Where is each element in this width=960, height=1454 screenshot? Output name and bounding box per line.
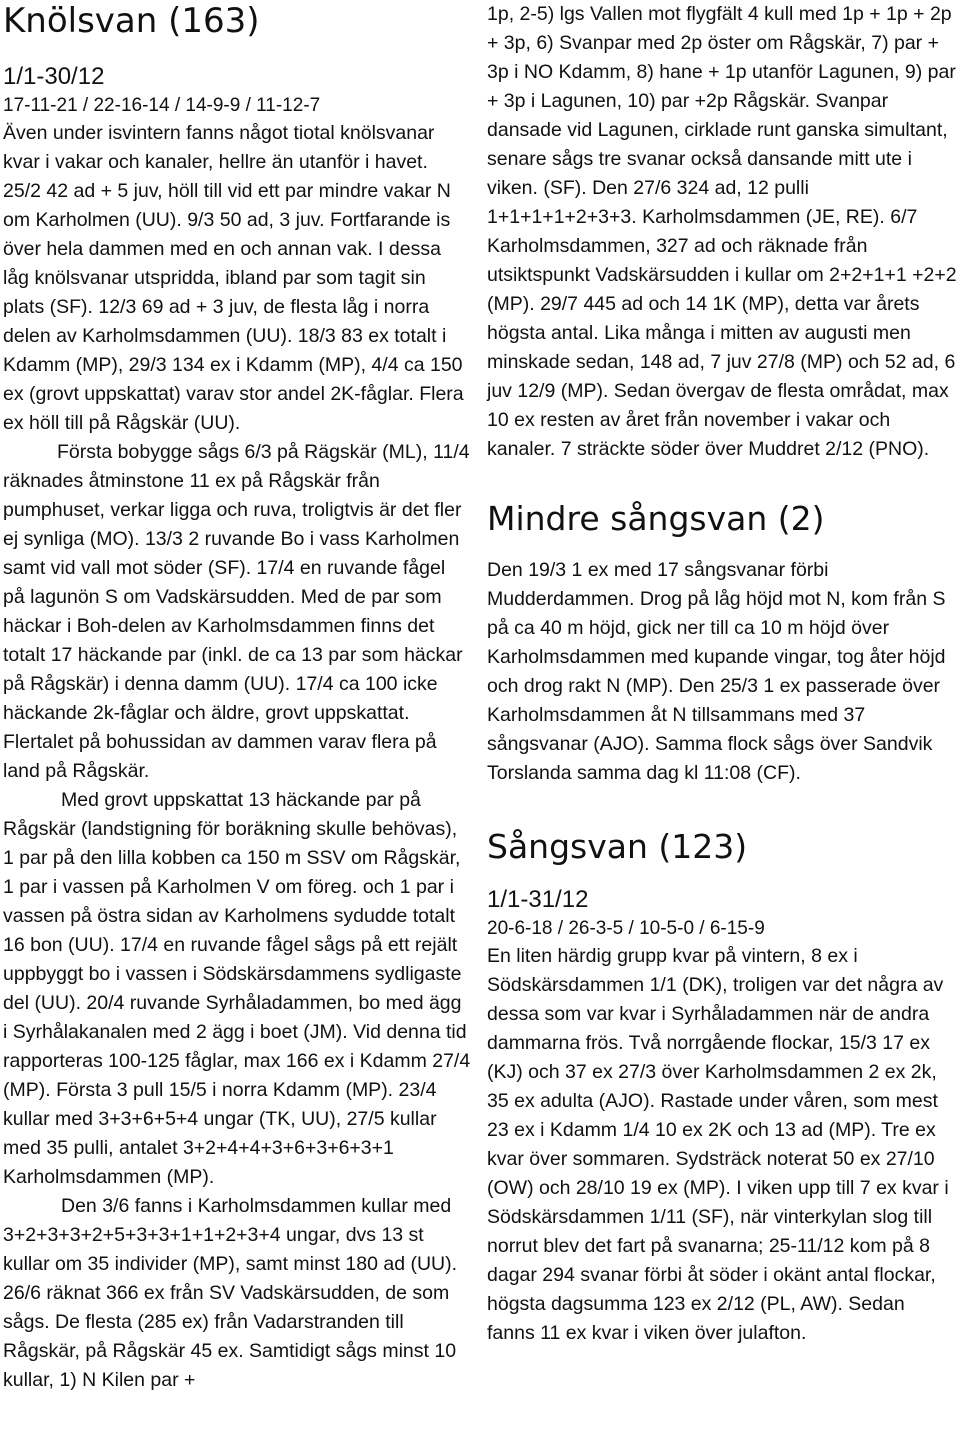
- sangsvan-heading: Sångsvan (123): [487, 826, 748, 866]
- left-column: [3, 0, 471, 1395]
- knolsvan-period: 1/1-30/12: [3, 63, 105, 91]
- mindre-sangsvan-heading: Mindre sångsvan (2): [487, 499, 825, 538]
- knolsvan-heading: Knölsvan (163): [3, 1, 260, 41]
- knolsvan-paragraph-5: 1p, 2-5) lgs Vallen mot flygfält 4 kull med 1p + 1p + 2p + 3p, 6) Svanpar med 2p öster om Rågskär, 7) par + 3p i NO Kdamm, 8) hane + 1p utanför Lagunen, 9) par + 3p i Lagunen, 10) par +2p Rågskär. Svanpar dansade vid Lagunen, cirklade runt ganska simultant, senare sågs tre svanar också dansande mitt ute i viken. (SF). Den 27/6 324 ad, 12 pulli 1+1+1+1+2+3+3. Karholmsdammen (JE, RE). 6/7 Karholmsdammen, 327 ad och räknade från utsiktspunkt Vadskärsudden i kullar om 2+2+1+1 +2+2 (MP). 29/7 445 ad och 14 1K (MP), detta var årets högsta antal. Lika många i mitten av augusti men minskade sedan, 148 ad, 7 juv 27/8 (MP) och 52 ad, 6 juv 12/9 (MP). Sedan övergav de flesta områdat, max 10 ex resten av året från november i vakar och kanaler. 7 sträckte söder över Muddret 2/12 (PNO).: [487, 3, 957, 460]
- knolsvan-paragraph-1: Även under isvintern fanns något tiotal knölsvanar kvar i vakar och kanaler, hellre än utanför i havet. 25/2 42 ad + 5 juv, höll till vid ett par mindre vakar N om Karholmen (UU). 9/3 50 ad, 3 juv. Fortfarande is över hela dammen med en och annan vak. I dessa låg knölsvanar utspridda, ibland par som tagit sin plats (SF). 12/3 69 ad + 3 juv, de flesta låg i norra delen av Karholmsdammen (UU). 18/3 83 ex totalt i Kdamm (MP), 29/3 134 ex i Kdamm (MP), 4/4 ca 150 ex (grovt uppskattat) varav stor andel 2K-fåglar. Flera ex höll till på Rågskär (UU).: [3, 122, 464, 435]
- knolsvan-paragraph-4: Den 3/6 fanns i Karholmsdammen kullar med 3+2+3+3+2+5+3+3+1+1+2+3+4 ungar, dvs 13 st kullar om 35 individer (MP), samt minst 180 ad (UU). 26/6 räknat 366 ex från SV Vadskärsudden, de som sågs. De flesta (285 ex) från Vadarstranden till Rågskär, på Rågskär 45 ex. Samtidigt sågs minst 10 kullar, 1) N Kilen par +: [3, 1195, 458, 1392]
- mindre-sangsvan-paragraph: Den 19/3 1 ex med 17 sångsvanar förbi Mudderdammen. Drog på låg höjd mot N, kom från S på ca 40 m höjd, gick ner till ca 10 m höjd över Karholmsdammen med kupande vingar, tog åter höjd och drog rakt N (MP). Den 25/3 1 ex passerade över Karholmsdammen åt N tillsammans med 37 sångsvanar (AJO). Samma flock sågs över Sandvik Torslanda samma dag kl 11:08 (CF).: [487, 558, 946, 784]
- sangsvan-paragraph: En liten härdig grupp kvar på vintern, 8 ex i Södskärsdammen 1/1 (DK), troligen var det några av dessa som var kvar i Syrhåladammen när de andra dammarna frös. Två norrgående flockar, 15/3 17 ex (KJ) och 37 ex 27/3 över Karholmsdammen 2 ex 2k, 35 ex adulta (AJO). Rastade under våren, som mest 23 ex i Kdamm 1/4 10 ex 2K och 13 ad (MP). Tre ex kvar över sommaren. Sydsträck noterat 50 ex 27/10 (OW) och 28/10 19 ex (MP). I viken upp till 7 ex kvar i Södskärsdammen 1/11 (SF), när vinterkylan slog till norrut blev det fart på svanarna; 25-11/12 kom på 8 dagar 294 svanar förbi åt söder i okänt antal flockar, högsta dagsumma 123 ex 2/12 (PL, AW). Sedan fanns 11 ex kvar i viken över julafton.: [487, 944, 949, 1344]
- right-column: [487, 0, 957, 1348]
- sangsvan-counts: 20-6-18 / 26-3-5 / 10-5-0 / 6-15-9: [487, 917, 765, 939]
- knolsvan-paragraph-2: Första bobygge sågs 6/3 på Rägskär (ML), 11/4 räknades åtminstone 11 ex på Rågskär från pumphuset, verkar ligga och ruva, troligtvis är det fler ej synliga (MO). 13/3 2 ruvande Bo i vass Karholmen samt vid vall mot söder (SF). 17/4 en ruvande fågel på lagunön S om Vadskärsudden. Med de par som häckar i Boh-delen av Karholmsdammen finns det totalt 17 häckande par (inkl. de ca 13 par som häckar på Rågskär) i denna damm (UU). 17/4 ca 100 icke häckande 2k-fåglar och äldre, grovt uppskattat. Flertalet på bohussidan av dammen varav flera på land på Rågskär.: [3, 441, 470, 783]
- knolsvan-counts: 17-11-21 / 22-16-14 / 14-9-9 / 11-12-7: [3, 95, 321, 117]
- knolsvan-paragraph-3: Med grovt uppskattat 13 häckande par på Rågskär (landstigning för boräkning skulle behövas), 1 par på den lilla kobben ca 150 m SSV om Rågskär, 1 par i vassen på Karholmen V om föreg. och 1 par i vassen på östra sidan av Karholmens sydudde totalt 16 bon (UU). 17/4 en ruvande fågel sågs på ett rejält uppbyggt bo i vassen i Södskärsdammens sydligaste del (UU). 20/4 ruvande Syrhåladammen, bo med ägg i Syrhålakanalen med 2 ägg i boet (JM). Vid denna tid rapporteras 100-125 fåglar, max 166 ex i Kdamm 27/4 (MP). Första 3 pull 15/5 i norra Kdamm (MP). 23/4 kullar med 3+3+6+5+4 ungar (TK, UU), 27/5 kullar med 35 pulli, antalet 3+2+4+4+3+6+3+6+3+1 Karholmsdammen (MP).: [3, 789, 471, 1189]
- sangsvan-period: 1/1-31/12: [487, 885, 589, 913]
